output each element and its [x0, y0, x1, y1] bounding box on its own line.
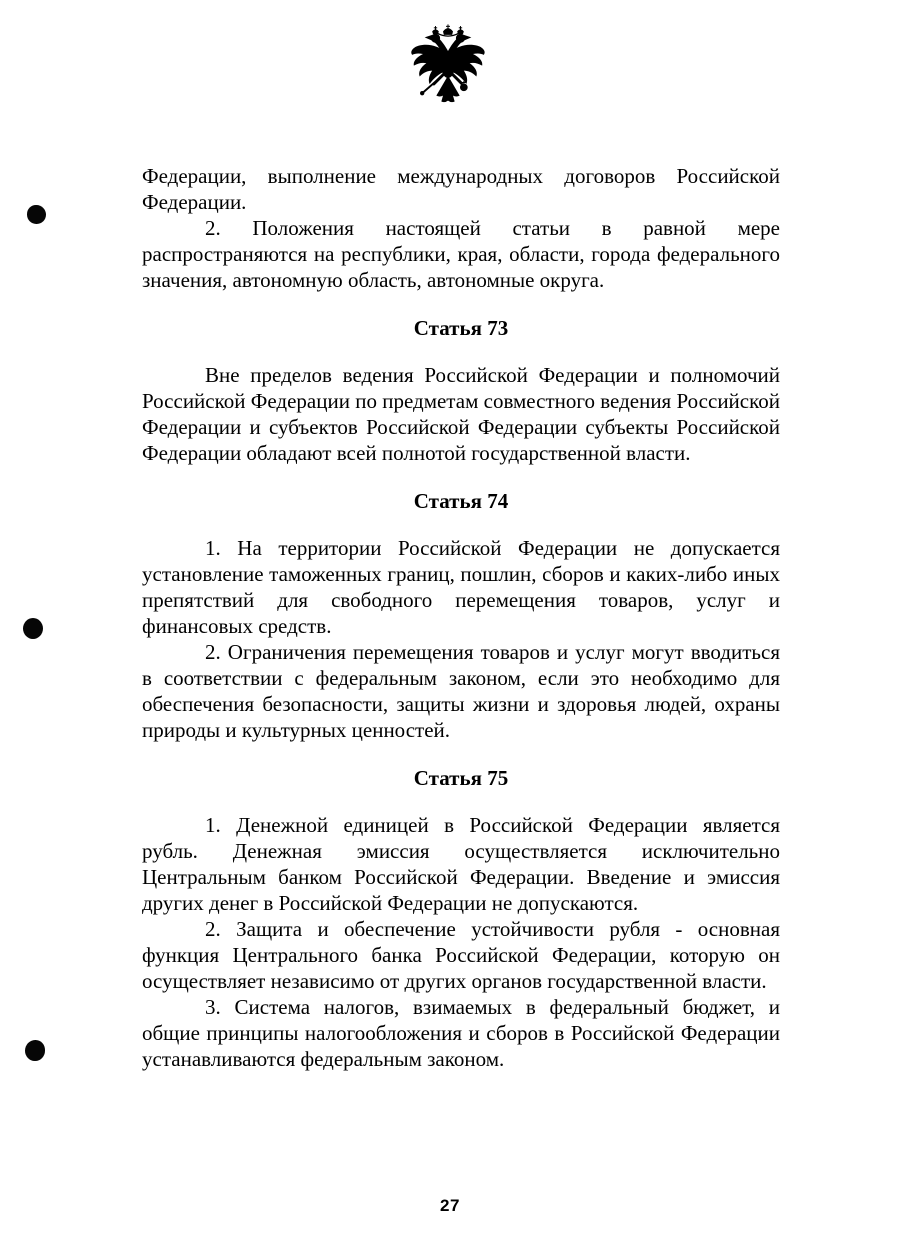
paragraph: 2. Ограничения перемещения товаров и услуг могут вводиться в соответствии с федеральным законом, если это необходимо для обеспечения безопасности, защиты жизни и здоровья людей, охраны природы и культурных ценностей. [142, 640, 780, 742]
punch-hole [27, 205, 46, 224]
double-headed-eagle-icon [406, 24, 490, 124]
page-number: 27 [440, 1196, 460, 1215]
paragraph: 3. Система налогов, взимаемых в федеральный бюджет, и общие принципы налогообложения и сборов в Российской Федерации устанавливаются федеральным законом. [142, 995, 780, 1071]
paragraph: Вне пределов ведения Российской Федерации и полномочий Российской Федерации по предметам совместного ведения Российской Федерации и субъектов Российской Федерации субъекты Российской Федерации обладают всей полнотой государственной власти. [142, 363, 780, 465]
paragraph: 1. На территории Российской Федерации не допускается установление таможенных границ, пошлин, сборов и каких-либо иных препятствий для свободного перемещения товаров, услуг и финансовых средств. [142, 536, 780, 638]
article-73-heading: Статья 73 [413, 316, 509, 340]
article-75-heading: Статья 75 [413, 766, 509, 790]
russian-coat-of-arms [406, 24, 490, 124]
paragraph: 2. Положения настоящей статьи в равной мере распространяются на республики, края, области, города федерального значения, автономную область, автономные округа. [142, 216, 780, 292]
document-content [142, 163, 780, 1072]
article-74-heading: Статья 74 [413, 489, 509, 513]
paragraph: 2. Защита и обеспечение устойчивости рубля - основная функция Центрального банка Российской Федерации, которую он осуществляет независимо от других органов государственной власти. [142, 917, 780, 993]
paragraph: 1. Денежной единицей в Российской Федерации является рубль. Денежная эмиссия осуществляется исключительно Центральным банком Российской Федерации. Введение и эмиссия других денег в Российской Федерации не допускаются. [142, 813, 780, 915]
punch-hole [23, 618, 43, 639]
punch-hole [25, 1040, 45, 1061]
paragraph-continuation: Федерации, выполнение международных договоров Российской Федерации. [142, 164, 780, 214]
